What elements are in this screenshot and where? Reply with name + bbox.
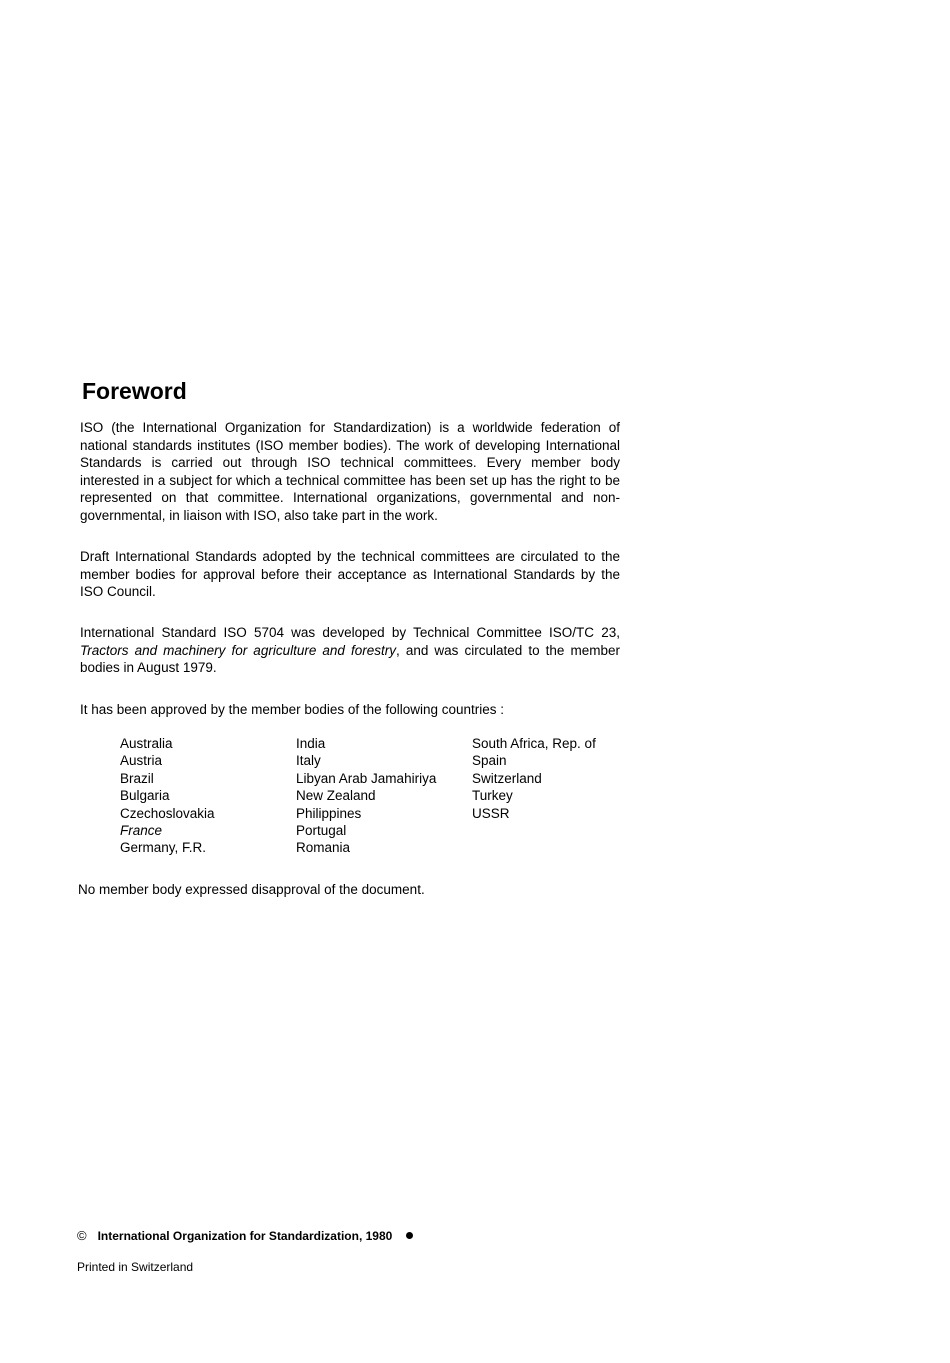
approval-statement: It has been approved by the member bodies of the following countries : bbox=[80, 702, 505, 717]
foreword-paragraph-draft: Draft International Standards adopted by the technical committees are circulated to the member bodies for approval before their acceptance as International Standards by the ISO Council. bbox=[80, 549, 620, 599]
bullet-icon bbox=[406, 1232, 413, 1239]
standard-circulation-text: , and was circulated to the member bodies in August 1979. bbox=[80, 642, 620, 675]
foreword-paragraph-iso: ISO (the International Organization for Standardization) is a worldwide federation of national standards institutes (ISO member bodies). The work of developing International Standards is carried out through ISO technical committees. Every member body interested in a subject for which a technical committee has been set up has the right to be represented on that committee. International organizations, governmental and non-governmental, in liaison with ISO, also take part in the work. bbox=[80, 420, 620, 523]
country-item: Switzerland bbox=[472, 770, 542, 786]
country-column-1 bbox=[120, 735, 215, 857]
page-title: Foreword bbox=[82, 378, 187, 404]
country-item: Philippines bbox=[296, 805, 362, 821]
country-column-3 bbox=[472, 735, 596, 822]
country-item: Czechoslovakia bbox=[120, 805, 215, 821]
country-item: Germany, F.R. bbox=[120, 840, 207, 856]
country-item: France bbox=[120, 823, 163, 839]
country-item: Australia bbox=[120, 736, 173, 751]
country-list bbox=[120, 735, 640, 865]
copyright-text: International Organization for Standardization, 1980 bbox=[97, 1229, 393, 1243]
country-item: Portugal bbox=[296, 823, 347, 839]
country-item: New Zealand bbox=[296, 788, 376, 804]
country-item: Romania bbox=[296, 840, 351, 856]
printed-notice: Printed in Switzerland bbox=[77, 1260, 194, 1274]
copyright-icon: © bbox=[77, 1228, 87, 1243]
country-item: Brazil bbox=[120, 770, 154, 786]
standard-intro-text: International Standard ISO 5704 was developed by Technical Committee ISO/TC 23, bbox=[80, 625, 620, 640]
country-item: Libyan Arab Jamahiriya bbox=[296, 770, 437, 786]
country-item: South Africa, Rep. of bbox=[472, 736, 596, 751]
country-item: Spain bbox=[472, 753, 507, 769]
committee-title: Tractors and machinery for agriculture and forestry bbox=[80, 642, 397, 658]
country-column-2 bbox=[296, 735, 436, 857]
disapproval-statement: No member body expressed disapproval of the document. bbox=[78, 882, 425, 897]
foreword-paragraph-standard bbox=[80, 624, 620, 677]
country-item: Bulgaria bbox=[120, 788, 170, 804]
country-item: India bbox=[296, 736, 326, 751]
country-item: Italy bbox=[296, 753, 321, 769]
country-item: USSR bbox=[472, 805, 510, 821]
country-item: Austria bbox=[120, 753, 163, 769]
country-item: Turkey bbox=[472, 788, 513, 804]
copyright-line bbox=[77, 1228, 413, 1244]
